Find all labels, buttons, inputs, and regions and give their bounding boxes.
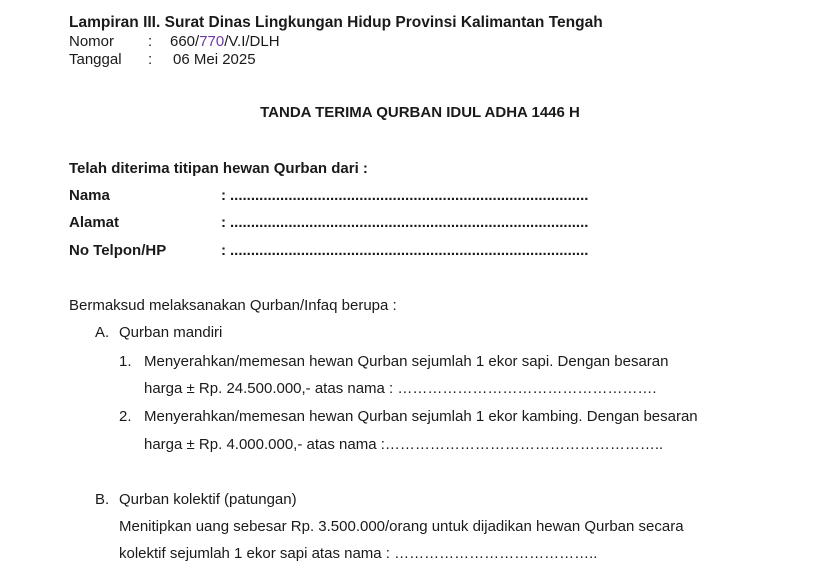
attachment-title: Lampiran III. Surat Dinas Lingkungan Hidup Provinsi Kalimantan Tengah — [69, 14, 603, 31]
tanggal-label: Tanggal — [69, 51, 122, 68]
intent-text: Bermaksud melaksanakan Qurban/Infaq berupa : — [69, 297, 397, 314]
field-label-nama: Nama — [69, 187, 110, 204]
received-heading: Telah diterima titipan hewan Qurban dari : — [69, 160, 368, 177]
section-a-letter: A. — [95, 324, 110, 341]
document-title: TANDA TERIMA QURBAN IDUL ADHA 1446 H — [260, 104, 580, 121]
field-label-alamat: Alamat — [69, 214, 120, 231]
nomor-label: Nomor — [69, 33, 115, 50]
field-fill-alamat: ...................................................................................... — [230, 214, 589, 231]
field-fill-telpon: ...................................................................................... — [230, 242, 589, 259]
section-b-line1: Menitipkan uang sebesar Rp. 3.500.000/orang untuk dijadikan hewan Qurban secara — [119, 518, 684, 535]
nomor-suffix: /V.I/DLH — [224, 33, 280, 50]
item-2-number: 2. — [119, 408, 132, 425]
section-b-letter: B. — [95, 491, 110, 508]
field-sep-alamat: : — [221, 214, 226, 231]
item-2-line1: Menyerahkan/memesan hewan Qurban sejumlah 1 ekor kambing. Dengan besaran — [144, 408, 698, 425]
nomor-highlight: 770 — [199, 33, 225, 50]
field-sep-telpon: : — [221, 242, 226, 259]
tanggal-value: 06 Mei 2025 — [173, 51, 256, 68]
field-label-telpon: No Telpon/HP — [69, 242, 167, 259]
tanggal-separator: : — [148, 51, 153, 68]
nomor-separator: : — [148, 33, 153, 50]
item-1-line2: harga ± Rp. 24.500.000,- atas nama : ……………………………………………. — [144, 380, 657, 397]
section-b-title: Qurban kolektif (patungan) — [119, 491, 297, 508]
section-a-title: Qurban mandiri — [119, 324, 223, 341]
item-2-line2: harga ± Rp. 4.000.000,- atas nama :……………………………………………….. — [144, 436, 664, 453]
item-1-number: 1. — [119, 353, 132, 370]
nomor-value — [170, 33, 280, 50]
section-b-line2: kolektif sejumlah 1 ekor sapi atas nama : ………………………………….. — [119, 545, 598, 562]
nomor-prefix: 660/ — [170, 33, 200, 50]
field-sep-nama: : — [221, 187, 226, 204]
field-fill-nama: ...................................................................................... — [230, 187, 589, 204]
item-1-line1: Menyerahkan/memesan hewan Qurban sejumlah 1 ekor sapi. Dengan besaran — [144, 353, 669, 370]
